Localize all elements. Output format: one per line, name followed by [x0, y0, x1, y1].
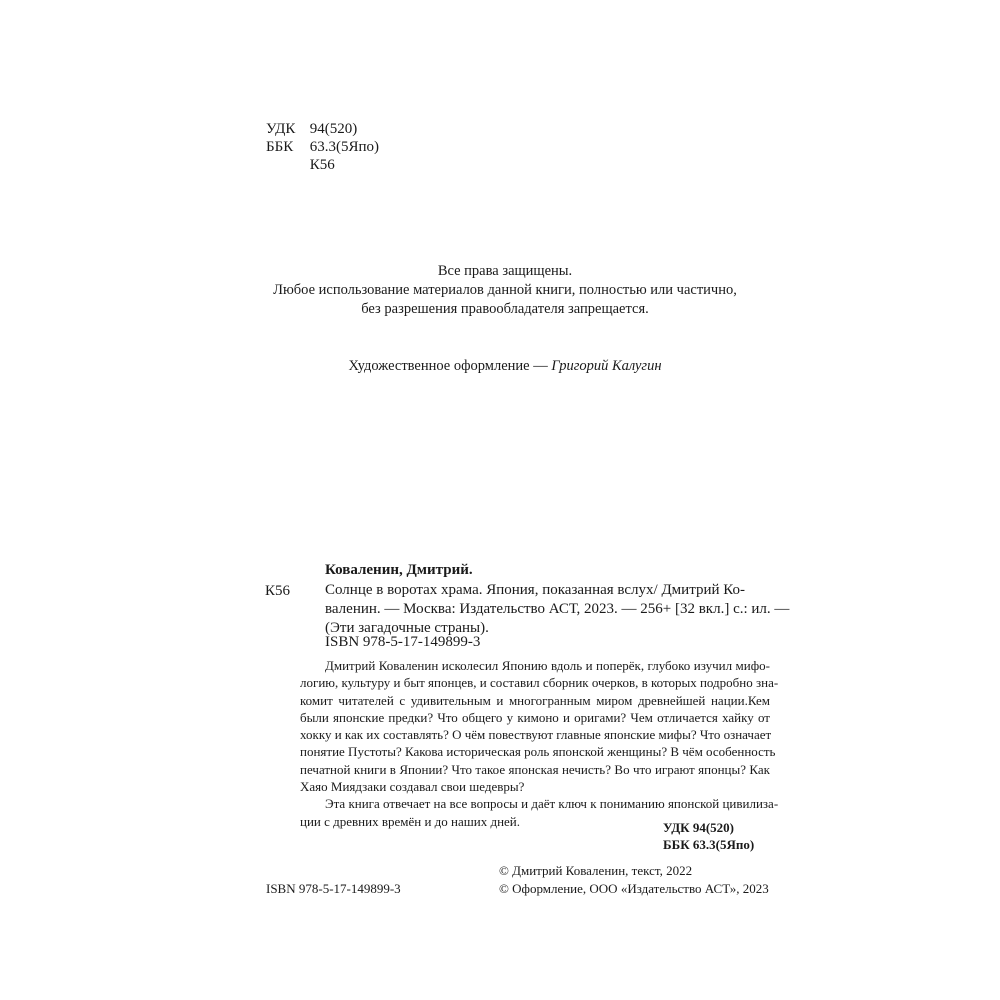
annotation-line: логию, культуру и быт японцев, и составил сборник очерков, в которых подробно зна- — [300, 675, 779, 691]
card-desc-line: валенин. — Москва: Издательство АСТ, 2023. — 256+ [32 вкл.] с.: ил. — — [325, 601, 790, 617]
bbk-label: ББК — [266, 139, 294, 155]
bbk-line — [266, 138, 379, 156]
annotation-line: ции с древних времён и до наших дней. — [300, 813, 521, 829]
udk-line — [266, 120, 357, 138]
card-code: К56 — [265, 583, 291, 599]
bottom-udk: УДК 94(520) — [663, 820, 735, 835]
design-credit — [270, 357, 740, 376]
annotation-line: понятие Пустоты? Какова историческая роль японской женщины? В чём особенность — [300, 744, 776, 760]
rights-line-2: Любое использование материалов данной книги, полностью или частично, — [273, 282, 737, 298]
annotation-line: комит читателей с удивительным и многогранным миром древнейшей нации.Кем — [300, 692, 770, 708]
isbn-bottom: ISBN 978-5-17-149899-3 — [266, 881, 401, 896]
annotation-line: Эта книга отвечает на все вопросы и даёт ключ к пониманию японской цивилиза- — [325, 796, 779, 812]
copyright-notices — [499, 862, 769, 898]
author-mark: К56 — [309, 157, 335, 173]
card-desc-line: (Эти загадочные страны). — [325, 620, 489, 636]
design-credit-name: Григорий Калугин — [551, 358, 662, 374]
bottom-classification — [663, 819, 754, 853]
bbk-value: 63.3(5Япо) — [309, 139, 380, 155]
copyright-design: © Оформление, ООО «Издательство АСТ», 2023 — [499, 881, 769, 896]
annotation-line: Дмитрий Коваленин исколесил Японию вдоль и поперёк, глубоко изучил мифо- — [325, 658, 770, 673]
card-author: Коваленин, Дмитрий. — [325, 562, 473, 578]
annotation-line: были японские предки? Что общего у кимоно и оригами? Чем отличается хайку от — [300, 709, 770, 725]
card-description — [325, 581, 790, 638]
card-desc-line: Солнце в воротах храма. Япония, показанная вслух/ Дмитрий Ко- — [325, 582, 745, 598]
udk-label: УДК — [266, 121, 296, 137]
annotation — [300, 657, 779, 830]
card-isbn: ISBN 978-5-17-149899-3 — [325, 634, 481, 650]
bottom-bbk: ББК 63.3(5Япо) — [663, 837, 755, 852]
annotation-line: Хаяо Миядзаки создавал свои шедевры? — [300, 779, 525, 795]
annotation-line: печатной книги в Японии? Что такое японская нечисть? Во что играют японцы? Как — [300, 761, 770, 777]
rights-line-3: без разрешения правообладателя запрещается. — [361, 301, 649, 317]
rights-line-1: Все права защищены. — [437, 263, 573, 279]
annotation-line: хокку и как их составлять? О чём повествуют главные японские мифы? Что означает — [300, 727, 772, 743]
author-mark-line — [266, 156, 335, 174]
design-credit-label: Художественное оформление — — [348, 358, 548, 374]
udk-value: 94(520) — [309, 121, 358, 137]
rights-notice — [270, 262, 740, 319]
copyright-text: © Дмитрий Коваленин, текст, 2022 — [499, 863, 693, 878]
